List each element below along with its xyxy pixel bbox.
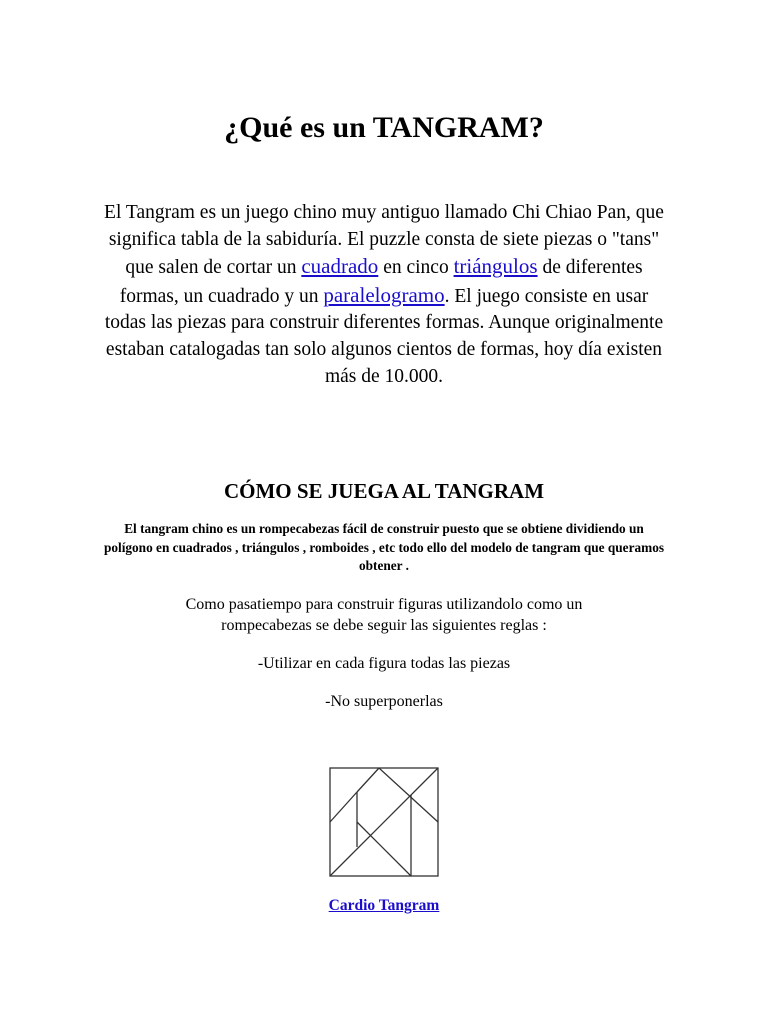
rule-1: -Utilizar en cada figura todas las piezas xyxy=(257,655,511,672)
intro-text-1: El Tangram es un juego chino muy antiguo llamado Chi Chiao Pan, que significa tabla de la sabiduría. El puzzle consta de siete piezas o "tans" que salen de cortar un xyxy=(104,202,664,279)
intro-paragraph xyxy=(104,200,664,390)
intro-text-2: en cinco xyxy=(378,257,454,279)
intro-text-4: . El juego consiste en usar todas las piezas para construir diferentes formas. Aunque originalmente estaban catalogadas tan solo algunos cientos de formas, hoy día existen más de 10.000. xyxy=(104,285,664,387)
intro-text-3: de diferentes formas, un cuadrado y un xyxy=(119,257,643,307)
link-paralelogramo[interactable]: paralelogramo xyxy=(323,282,445,307)
rules-block xyxy=(0,594,768,712)
rules-intro-line-1: Como pasatiempo para construir figuras utilizandolo como un xyxy=(185,596,583,613)
rule-2: -No superponerlas xyxy=(325,693,443,710)
section-description: El tangram chino es un rompecabezas fácil de construir puesto que se obtiene dividiendo un polígono en cuadrados , triángulos , romboides , etc todo ello del modelo de tangram que queramos obtener . xyxy=(103,521,665,574)
link-cuadrado[interactable]: cuadrado xyxy=(301,254,379,279)
link-triangulos[interactable]: triángulos xyxy=(453,254,538,279)
cardio-tangram-link[interactable]: Cardio Tangram xyxy=(328,897,440,914)
page-title: ¿Qué es un TANGRAM? xyxy=(224,111,544,144)
rules-intro-line-2: rompecabezas se debe seguir las siguientes reglas : xyxy=(221,617,547,634)
figure-caption-block xyxy=(0,896,768,916)
tangram-square-icon xyxy=(329,767,439,877)
section-heading: CÓMO SE JUEGA AL TANGRAM xyxy=(223,479,545,503)
